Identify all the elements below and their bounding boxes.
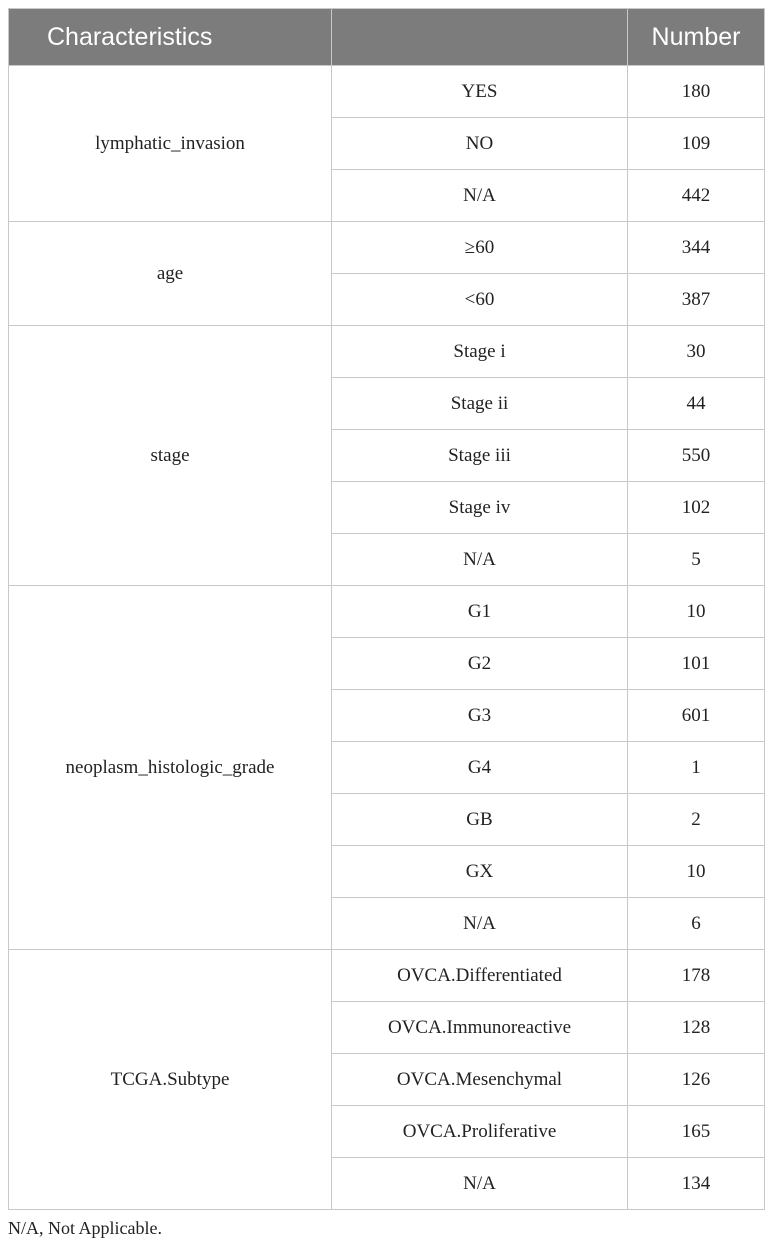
category-cell: G1 bbox=[332, 586, 628, 638]
number-cell: 44 bbox=[628, 378, 765, 430]
number-cell: 2 bbox=[628, 794, 765, 846]
group-label: TCGA.Subtype bbox=[9, 950, 332, 1210]
category-cell: N/A bbox=[332, 1158, 628, 1210]
table-row bbox=[9, 66, 765, 118]
number-cell: 442 bbox=[628, 170, 765, 222]
number-cell: 178 bbox=[628, 950, 765, 1002]
number-cell: 126 bbox=[628, 1054, 765, 1106]
header-category bbox=[332, 9, 628, 66]
table-row bbox=[9, 586, 765, 638]
category-cell: Stage iv bbox=[332, 482, 628, 534]
category-cell: N/A bbox=[332, 898, 628, 950]
category-cell: YES bbox=[332, 66, 628, 118]
category-cell: N/A bbox=[332, 170, 628, 222]
number-cell: 10 bbox=[628, 846, 765, 898]
category-cell: G4 bbox=[332, 742, 628, 794]
category-cell: GX bbox=[332, 846, 628, 898]
characteristics-table bbox=[8, 8, 765, 1210]
number-cell: 109 bbox=[628, 118, 765, 170]
category-cell: GB bbox=[332, 794, 628, 846]
header-number: Number bbox=[628, 9, 765, 66]
category-cell: G2 bbox=[332, 638, 628, 690]
category-cell: NO bbox=[332, 118, 628, 170]
number-cell: 601 bbox=[628, 690, 765, 742]
number-cell: 550 bbox=[628, 430, 765, 482]
group-label: neoplasm_histologic_grade bbox=[9, 586, 332, 950]
category-cell: ≥60 bbox=[332, 222, 628, 274]
group-label: stage bbox=[9, 326, 332, 586]
table-row bbox=[9, 326, 765, 378]
category-cell: Stage i bbox=[332, 326, 628, 378]
category-cell: OVCA.Differentiated bbox=[332, 950, 628, 1002]
number-cell: 165 bbox=[628, 1106, 765, 1158]
category-cell: Stage iii bbox=[332, 430, 628, 482]
category-cell: G3 bbox=[332, 690, 628, 742]
number-cell: 10 bbox=[628, 586, 765, 638]
number-cell: 6 bbox=[628, 898, 765, 950]
number-cell: 128 bbox=[628, 1002, 765, 1054]
table-body bbox=[9, 66, 765, 1210]
table-row bbox=[9, 950, 765, 1002]
category-cell: <60 bbox=[332, 274, 628, 326]
group-label: age bbox=[9, 222, 332, 326]
group-label: lymphatic_invasion bbox=[9, 66, 332, 222]
header-row bbox=[9, 9, 765, 66]
number-cell: 387 bbox=[628, 274, 765, 326]
category-cell: OVCA.Immunoreactive bbox=[332, 1002, 628, 1054]
category-cell: OVCA.Mesenchymal bbox=[332, 1054, 628, 1106]
footnote: N/A, Not Applicable. bbox=[8, 1218, 162, 1238]
number-cell: 101 bbox=[628, 638, 765, 690]
number-cell: 1 bbox=[628, 742, 765, 794]
number-cell: 134 bbox=[628, 1158, 765, 1210]
number-cell: 5 bbox=[628, 534, 765, 586]
category-cell: N/A bbox=[332, 534, 628, 586]
category-cell: Stage ii bbox=[332, 378, 628, 430]
number-cell: 344 bbox=[628, 222, 765, 274]
category-cell: OVCA.Proliferative bbox=[332, 1106, 628, 1158]
number-cell: 180 bbox=[628, 66, 765, 118]
number-cell: 30 bbox=[628, 326, 765, 378]
header-characteristics: Characteristics bbox=[9, 9, 332, 66]
number-cell: 102 bbox=[628, 482, 765, 534]
table-row bbox=[9, 222, 765, 274]
